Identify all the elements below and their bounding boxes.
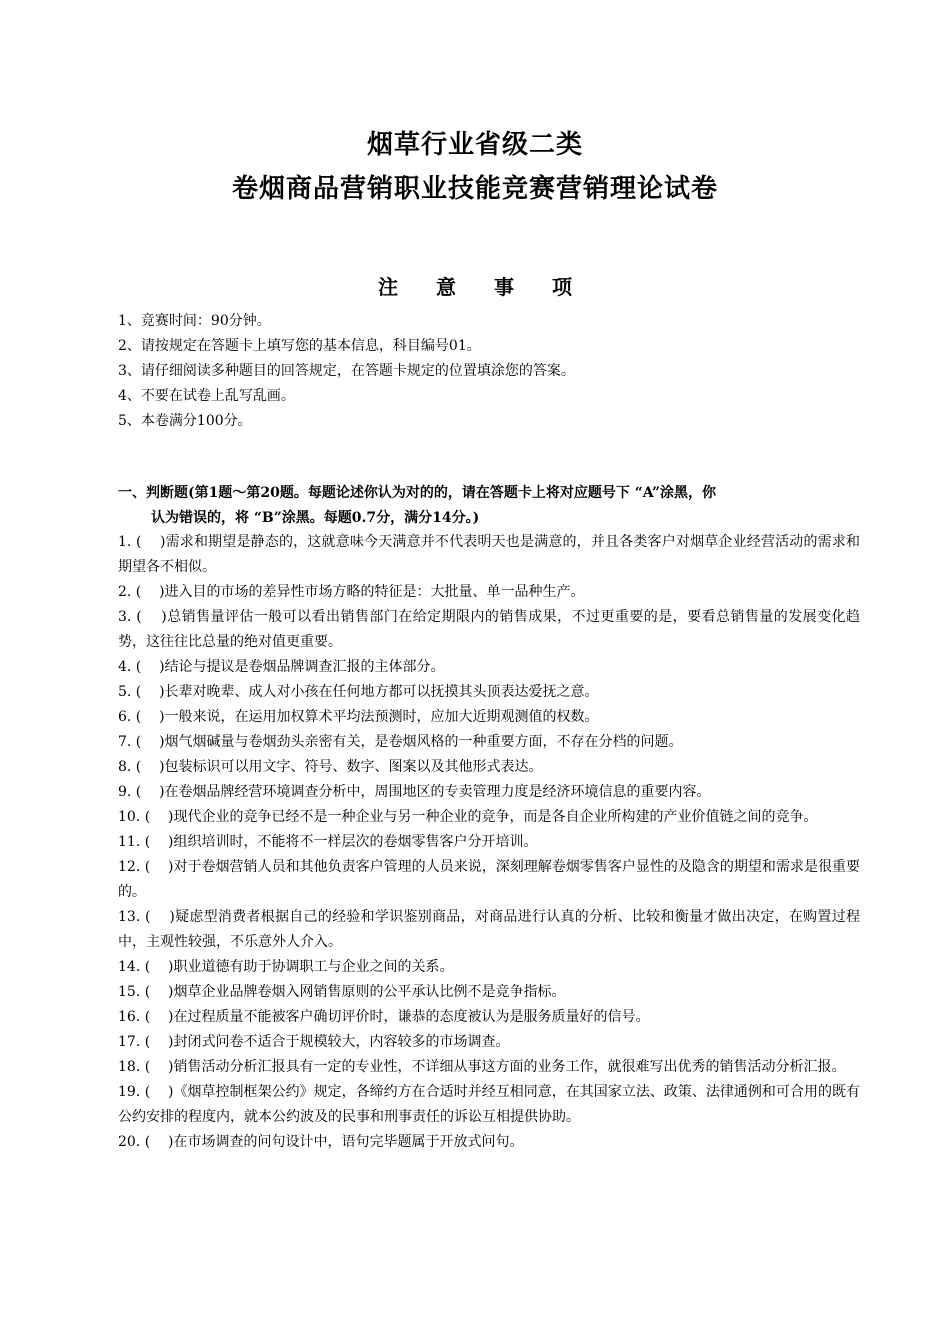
question-number: 15. ( ) (118, 984, 174, 1000)
question-number: 3. ( ) (118, 609, 167, 625)
question-text: 现代企业的竞争已经不是一种企业与另一种企业的竞争，而是各自企业所构建的产业价值链之间的竞争。 (173, 809, 818, 825)
question-text: 包装标识可以用文字、符号、数字、图案以及其他形式表达。 (164, 759, 543, 775)
question-text: 烟气烟碱量与卷烟劲头亲密有关，是卷烟风格的一种重要方面，不存在分档的问题。 (164, 734, 683, 750)
question-text: 职业道德有助于协调职工与企业之间的关系。 (173, 959, 454, 975)
question-item (118, 1080, 860, 1130)
question-text: 封闭式问卷不适合于规模较大，内容较多的市场调查。 (173, 1034, 510, 1050)
question-item (118, 655, 860, 680)
question-item (118, 705, 860, 730)
question-text: 在卷烟品牌经营环境调查分析中，周围地区的专卖管理力度是经济环境信息的重要内容。 (164, 784, 711, 800)
question-number: 12. ( ) (118, 859, 174, 875)
section-heading-line: 认为错误的，将 “B”涂黑。每题0.7分，满分14分。) (151, 510, 480, 526)
question-text: 进入目的市场的差异性市场方略的特征是：大批量、单一品种生产。 (164, 584, 585, 600)
question-number: 16. ( ) (118, 1009, 174, 1025)
question-number: 17. ( ) (118, 1034, 174, 1050)
question-number: 10. ( ) (118, 809, 174, 825)
question-item (118, 1030, 860, 1055)
question-text: 销售活动分析汇报具有一定的专业性，不详细从事这方面的业务工作，就很难写出优秀的销售活动分析汇报。 (173, 1059, 846, 1075)
question-item (118, 580, 860, 605)
question-number: 11. ( ) (118, 834, 174, 850)
question-number: 19. ( ) (118, 1084, 174, 1100)
question-number: 2. ( ) (118, 584, 165, 600)
question-text: 结论与提议是卷烟品牌调查汇报的主体部分。 (164, 659, 445, 675)
question-number: 6. ( ) (118, 709, 165, 725)
question-number: 9. ( ) (118, 784, 165, 800)
question-item (118, 980, 860, 1005)
question-item (118, 855, 860, 905)
section-heading (118, 481, 860, 531)
question-item (118, 955, 860, 980)
notice-item: 1、竞赛时间：90分钟。 (118, 313, 271, 329)
exam-title-line2: 卷烟商品营销职业技能竞赛营销理论试卷 (231, 174, 718, 204)
question-item (118, 805, 860, 830)
notice-heading: 注意事项 (378, 275, 610, 299)
question-item (118, 1055, 860, 1080)
notice-item: 2、请按规定在答题卡上填写您的基本信息，科目编号01。 (118, 338, 481, 354)
question-text: 疑虑型消费者根据自己的经验和学识鉴别商品，对商品进行认真的分析、比较和衡量才做出决定，在购置过程中，主观性较强，不乐意外人介入。 (118, 909, 860, 950)
question-item (118, 905, 860, 955)
question-item (118, 755, 860, 780)
question-text: 组织培训时，不能将不一样层次的卷烟零售客户分开培训。 (173, 834, 538, 850)
question-item (118, 1005, 860, 1030)
question-text: 长辈对晚辈、成人对小孩在任何地方都可以抚摸其头顶表达爱抚之意。 (164, 684, 599, 700)
question-text: 烟草企业品牌卷烟入网销售原则的公平承认比例不是竞争指标。 (173, 984, 566, 1000)
notice-item: 3、请仔细阅读多种题目的回答规定，在答题卡规定的位置填涂您的答案。 (118, 363, 575, 379)
question-item (118, 680, 860, 705)
question-item (118, 730, 860, 755)
question-item (118, 530, 860, 580)
question-text: 一般来说，在运用加权算术平均法预测时，应加大近期观测值的权数。 (164, 709, 599, 725)
exam-title-line1: 烟草行业省级二类 (366, 130, 583, 160)
question-text: 对于卷烟营销人员和其他负责客户管理的人员来说，深刻理解卷烟零售客户显性的及隐含的期望和需求是很重要的。 (118, 859, 860, 900)
question-number: 7. ( ) (118, 734, 165, 750)
question-number: 20. ( ) (118, 1134, 174, 1150)
question-item (118, 780, 860, 805)
question-text: 需求和期望是静态的，这就意味今天满意并不代表明天也是满意的，并且各类客户对烟草企业经营活动的需求和期望各不相似。 (118, 534, 860, 575)
question-list (118, 530, 860, 1155)
question-number: 1. ( ) (118, 534, 166, 550)
question-number: 4. ( ) (118, 659, 165, 675)
question-item (118, 605, 860, 655)
question-number: 8. ( ) (118, 759, 165, 775)
section-heading-line: 一、判断题(第1题～第20题。每题论述你认为对的的，请在答题卡上将对应题号下 “A”涂黑，你 (118, 485, 717, 501)
question-item (118, 830, 860, 855)
question-text: 总销售量评估一般可以看出销售部门在给定期限内的销售成果，不过更重要的是，要看总销售量的发展变化趋势，这往往比总量的绝对值更重要。 (118, 609, 860, 650)
question-number: 13. ( ) (118, 909, 175, 925)
question-text: 《烟草控制框架公约》规定，各缔约方在合适时并经互相同意，在其国家立法、政策、法律通例和可合用的既有公约安排的程度内，就本公约波及的民事和刑事责任的诉讼互相提供协助。 (118, 1084, 860, 1125)
question-text: 在市场调查的问句设计中，语句完毕题属于开放式问句。 (173, 1134, 524, 1150)
question-text: 在过程质量不能被客户确切评价时，谦恭的态度被认为是服务质量好的信号。 (173, 1009, 650, 1025)
question-number: 5. ( ) (118, 684, 165, 700)
notice-item: 4、不要在试卷上乱写乱画。 (118, 388, 295, 404)
question-number: 14. ( ) (118, 959, 174, 975)
notice-item: 5、本卷满分100分。 (118, 413, 252, 429)
question-item (118, 1130, 860, 1155)
question-number: 18. ( ) (118, 1059, 174, 1075)
notice-list (118, 309, 858, 434)
